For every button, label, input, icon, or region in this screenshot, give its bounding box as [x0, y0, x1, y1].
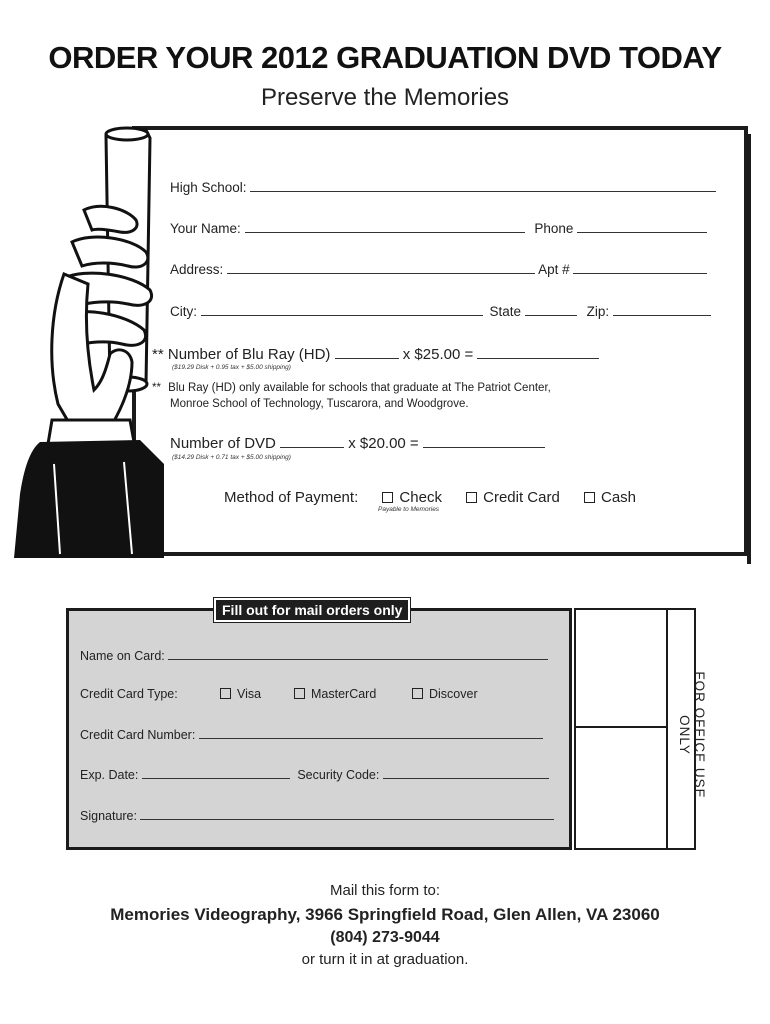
- alternate-instructions: or turn it in at graduation.: [301, 951, 469, 968]
- your-name-line[interactable]: [245, 221, 525, 233]
- bluray-quantity-field[interactable]: [152, 346, 599, 363]
- dvd-quantity-line[interactable]: [280, 436, 344, 448]
- dvd-price: x $20.00 =: [348, 435, 419, 452]
- name-on-card-label: Name on Card:: [80, 649, 165, 663]
- discover-label: Discover: [429, 687, 478, 701]
- card-type-discover[interactable]: [412, 687, 478, 701]
- mastercard-label: MasterCard: [311, 687, 377, 701]
- dvd-label: Number of DVD: [170, 435, 276, 452]
- city-label: City:: [170, 304, 197, 319]
- city-field[interactable]: [170, 304, 711, 319]
- credit-card-checkbox[interactable]: [466, 492, 477, 503]
- mail-order-tag: Fill out for mail orders only: [214, 598, 410, 622]
- office-use-divider-vertical: [666, 608, 668, 850]
- visa-label: Visa: [237, 687, 262, 701]
- high-school-field[interactable]: [170, 180, 716, 195]
- bluray-quantity-line[interactable]: [335, 347, 399, 359]
- signature-label: Signature:: [80, 809, 137, 823]
- company-phone: (804) 273-9044: [330, 929, 440, 946]
- mastercard-checkbox[interactable]: [294, 688, 305, 699]
- security-code-label: Security Code:: [297, 768, 380, 782]
- bluray-availability-note: [152, 380, 551, 412]
- payment-label: Method of Payment:: [224, 489, 359, 506]
- exp-date-line[interactable]: [142, 767, 290, 779]
- apt-label: Apt #: [538, 262, 570, 277]
- payment-option-check[interactable]: [382, 489, 442, 506]
- your-name-label: Your Name:: [170, 221, 241, 236]
- bluray-note-line1: Blu Ray (HD) only available for schools that graduate at The Patriot Center,: [168, 382, 551, 394]
- state-line[interactable]: [525, 304, 577, 316]
- bluray-price: x $25.00 =: [402, 346, 474, 363]
- dvd-quantity-field[interactable]: [170, 435, 545, 452]
- security-code-line[interactable]: [383, 767, 549, 779]
- card-number-label: Credit Card Number:: [80, 728, 196, 742]
- name-on-card-field[interactable]: [80, 648, 548, 663]
- state-label: State: [489, 304, 522, 319]
- page-subtitle: Preserve the Memories: [260, 84, 510, 111]
- card-number-field[interactable]: [80, 727, 543, 742]
- address-line[interactable]: [227, 262, 535, 274]
- exp-date-label: Exp. Date:: [80, 768, 139, 782]
- your-name-field[interactable]: [170, 221, 707, 236]
- payment-option-cash[interactable]: [584, 489, 636, 506]
- signature-line[interactable]: [140, 808, 554, 820]
- office-use-divider-horizontal: [574, 726, 666, 728]
- check-label: Check: [399, 489, 442, 506]
- bluray-breakdown: ($19.29 Disk + 0.95 tax + $5.00 shipping): [172, 364, 291, 371]
- bluray-label: Number of Blu Ray (HD): [167, 346, 331, 363]
- phone-line[interactable]: [577, 221, 707, 233]
- payment-option-credit-card[interactable]: [466, 489, 560, 506]
- bluray-prefix: **: [152, 346, 164, 363]
- name-on-card-line[interactable]: [168, 648, 548, 660]
- address-label: Address:: [170, 262, 224, 277]
- card-number-line[interactable]: [199, 727, 543, 739]
- discover-checkbox[interactable]: [412, 688, 423, 699]
- city-line[interactable]: [201, 304, 483, 316]
- bluray-note-line2: Monroe School of Technology, Tuscarora, and Woodgrove.: [170, 398, 469, 410]
- bluray-note-mark: **: [152, 382, 161, 394]
- cash-label: Cash: [601, 489, 637, 506]
- office-use-label: FOR OFFICE USE ONLY: [677, 671, 707, 799]
- exp-security-row[interactable]: [80, 767, 549, 782]
- apt-line[interactable]: [573, 262, 707, 274]
- mail-to-label: Mail this form to:: [329, 882, 441, 899]
- hand-holding-diploma-illustration: [14, 124, 164, 558]
- dvd-breakdown: ($14.29 Disk + 0.71 tax + $5.00 shipping): [172, 454, 291, 461]
- check-payable-note: Payable to Memories: [378, 506, 440, 513]
- bluray-total-line[interactable]: [477, 347, 599, 359]
- credit-card-label: Credit Card: [483, 489, 560, 506]
- high-school-line[interactable]: [250, 180, 716, 192]
- card-type-mastercard[interactable]: [294, 687, 376, 701]
- signature-field[interactable]: [80, 808, 554, 823]
- dvd-total-line[interactable]: [423, 436, 545, 448]
- check-checkbox[interactable]: [382, 492, 393, 503]
- zip-line[interactable]: [613, 304, 711, 316]
- phone-label: Phone: [534, 221, 574, 236]
- high-school-label: High School:: [170, 180, 247, 195]
- payment-method-row: [224, 489, 636, 506]
- card-type-label: Credit Card Type:: [80, 687, 178, 701]
- company-address: Memories Videography, 3966 Springfield Road, Glen Allen, VA 23060: [110, 905, 660, 924]
- visa-checkbox[interactable]: [220, 688, 231, 699]
- zip-label: Zip:: [586, 304, 610, 319]
- card-type-visa[interactable]: [220, 687, 261, 701]
- address-field[interactable]: [170, 262, 707, 277]
- cash-checkbox[interactable]: [584, 492, 595, 503]
- card-type-row: [80, 687, 478, 701]
- page-title: ORDER YOUR 2012 GRADUATION DVD TODAY: [48, 40, 722, 75]
